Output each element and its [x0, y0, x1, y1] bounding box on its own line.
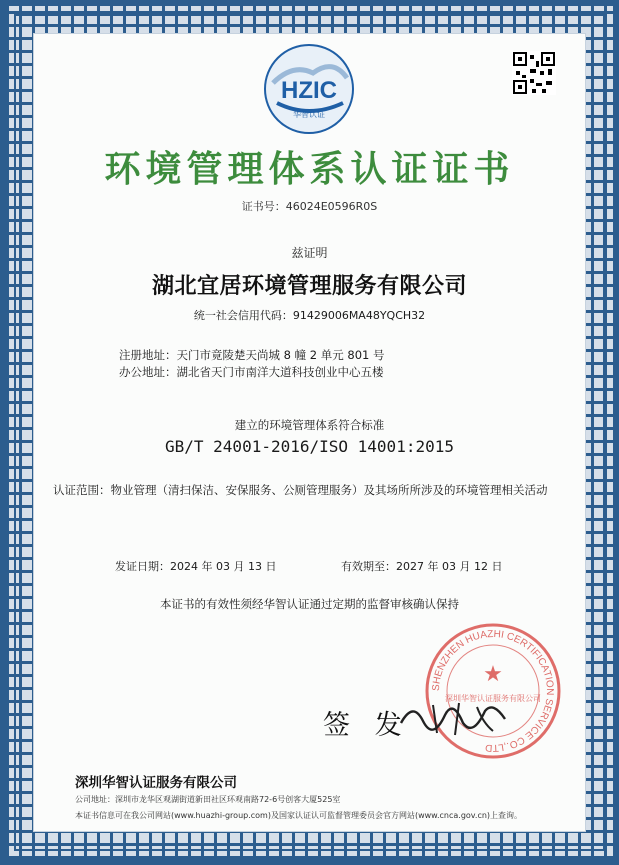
- issuer-name: 深圳华智认证服务有限公司: [75, 775, 237, 791]
- logo-text: HZIC: [281, 77, 337, 104]
- registered-address-value: 天门市竟陵楚天尚城 8 幢 2 单元 801 号: [176, 348, 385, 362]
- issue-date-label: 发证日期：: [115, 560, 170, 573]
- certificate-number-label: 证书号：: [241, 200, 286, 213]
- verification-note: 本证书信息可在我公司网站(www.huazhi-group.com)及国家认证认可监督管理委员会官方网站(www.cnca.gov.cn)上查询。: [75, 811, 523, 820]
- certificate-body: [33, 33, 586, 832]
- scope-value: 物业管理（清扫保洁、安保服务、公厕管理服务）及其场所所涉及的环境管理相关活动: [110, 483, 548, 497]
- office-address: [119, 364, 384, 380]
- logo-subtitle: 华智认证: [293, 110, 325, 119]
- certificate-number: [33, 198, 586, 214]
- handwritten-signature: [393, 693, 513, 741]
- valid-until-value: 2027 年 03 月 12 日: [396, 560, 503, 573]
- seal-center-text: 深圳华智认证服务有限公司: [445, 694, 541, 703]
- credit-code-value: 91429006MA48YQCH32: [292, 309, 426, 322]
- standard-label: 建立的环境管理体系符合标准: [234, 418, 385, 432]
- hereby-certify: 兹证明: [291, 246, 328, 260]
- valid-until-label: 有效期至：: [341, 560, 396, 573]
- certificate-title: 环境管理体系认证证书: [104, 148, 515, 190]
- qr-code: [512, 51, 556, 95]
- standard-value: GB/T 24001-2016/ISO 14001:2015: [165, 437, 454, 456]
- credit-code: [33, 307, 586, 323]
- scope-label: 认证范围：: [53, 483, 111, 497]
- issuer-sign-label: 签 发: [323, 710, 410, 741]
- valid-until: [341, 558, 502, 574]
- seal-text: SHENZHEN HUAZHI CERTIFICATION SERVICE CO.,LTD: [430, 628, 556, 754]
- office-address-label: 办公地址：: [119, 365, 177, 379]
- svg-text:★: ★: [483, 662, 503, 687]
- office-address-value: 湖北省天门市南洋大道科技创业中心五楼: [176, 365, 384, 379]
- certificate-number-value: 46024E0596R0S: [285, 200, 378, 213]
- credit-code-label: 统一社会信用代码：: [193, 309, 293, 322]
- company-name: 湖北宜居环境管理服务有限公司: [151, 274, 467, 299]
- validity-note: 本证书的有效性须经华智认证通过定期的监督审核确认保持: [160, 597, 459, 611]
- issue-date-value: 2024 年 03 月 13 日: [170, 560, 277, 573]
- registered-address-label: 注册地址：: [119, 348, 177, 362]
- issuer-address: 公司地址：深圳市龙华区观湖街道新田社区环观南路72-6号创客大厦525室: [75, 795, 341, 804]
- hzic-logo: [263, 43, 355, 135]
- certification-scope: [53, 481, 571, 499]
- issue-date: [115, 558, 276, 574]
- registered-address: [119, 347, 385, 363]
